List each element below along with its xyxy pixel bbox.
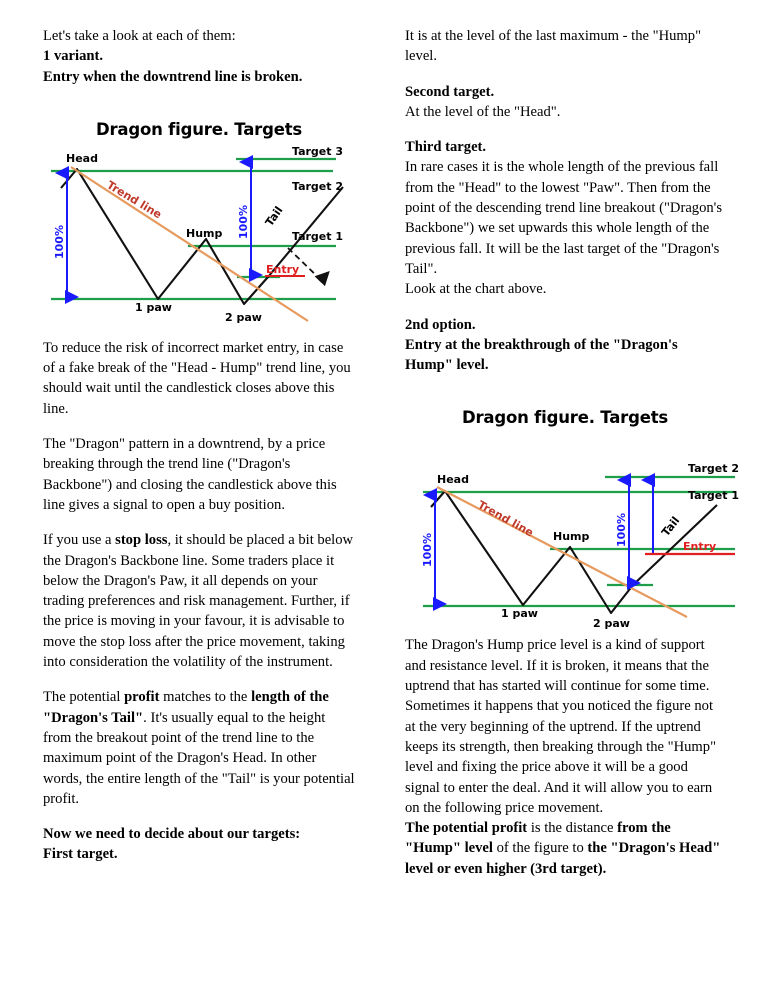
left-column [43,0,355,865]
figure1-label-target1: Target 1 [292,229,344,243]
figure2-label-target2: Target 2 [688,462,740,476]
third-target-heading: Third target. [405,139,487,156]
stoploss-bold: stop loss [115,532,168,549]
figure1-label-target2: Target 2 [292,179,344,193]
targets-line-2: First target. [43,846,118,863]
figure2-label-tail: Tail [659,514,683,540]
profit-text-3: . It's usually equal to the height from the breakout point of the trend line to the maximum point of the Dragon's Head. In other words, the entire length of the "Tail" is your potential profit. [43,709,355,807]
right-column [405,0,740,894]
figure1-label-hump: Hump [186,226,223,240]
left-paragraph-1: To reduce the risk of incorrect market entry, in case of a fake break of the "Head - Hump" trend line, you should wait until the candlestick closes above this line. [43,339,351,417]
closing-bold-paragraph [405,818,725,879]
intro-line-3: Entry when the downtrend line is broken. [43,68,303,85]
profit-text-2: matches to the [159,689,252,706]
figure2-label-target1: Target 1 [688,489,740,503]
profit-bold-2: length of the "Dragon's Tail" [43,689,329,726]
figure2-trend-line [437,487,687,617]
figure1-label-trendline: Trend line [104,178,164,222]
targets-line-1: Now we need to decide about our targets: [43,826,301,843]
stoploss-text-2: , it should be placed a bit below the Dragon's Backbone line. Some traders place it below the Dragon's Paw, it all depends on your trading preferences and risk management. Further, if the price is moving in your favour, it is advisable to move the stop loss after the price movement, taking into consideration the volatility of the instrument. [43,532,354,671]
closing-paragraph: The Dragon's Hump price level is a kind of support and resistance level. If it is broken, it means that the uptrend that has started will continue for some time. Sometimes it happens that you noticed the figure not at the very beginning of the uptrend. If the uptrend keeps its strength, then breaking through the "Hump" level and fixing the price above it will be a good signal to enter the deal. And it will allow you to earn on the following price movement. [405,637,717,816]
first-target-text: It is at the level of the last maximum - the "Hump" level. [405,28,702,65]
closing-bold-1: The potential profit [405,820,528,837]
figure2-label-entry: Entry [683,540,717,554]
left-paragraph-stoploss [43,530,355,672]
figure2-label-head: Head [437,473,469,487]
closing-bold-2: from the "Hump" level [405,820,671,857]
figure1-label-pct-left: 100% [53,224,66,259]
figure1-label-paw1: 1 paw [135,300,172,314]
figure1-dragon-chart [43,144,355,324]
closing-text-2: of the figure to [492,840,588,857]
profit-bold-1: profit [124,689,160,706]
figure2-label-paw1: 1 paw [501,607,538,621]
figure2-price-path [431,491,717,613]
second-target-text: At the level of the "Head". [405,103,561,120]
profit-text-1: The potential [43,689,125,706]
figure2-label-pct-left: 100% [421,533,434,568]
figure1-title: Dragon figure. Targets [95,119,303,139]
figure1-label-entry: Entry [266,262,300,276]
figure1-label-pct-right: 100% [237,204,250,239]
figure2-label-pct-right: 100% [615,513,628,548]
stoploss-text-1: If you use a [43,532,116,549]
second-option-text: Entry at the breakthrough of the "Dragon's Hump" level. [405,336,678,374]
figure2-label-hump: Hump [553,530,590,544]
closing-text-1: is the distance [527,820,618,837]
figure1-label-tail: Tail [262,203,286,229]
figure2-label-paw2: 2 paw [593,617,630,631]
figure1-label-paw2: 2 paw [225,310,262,324]
third-target-text: In rare cases it is the whole length of the previous fall from the "Head" to the lowest "Paw". Then from the point of the descending trend line breakout ("Dragon's Backbone") we set upwards this whole length of the previous fall. It will be the last target of the "Dragon's Tail". [405,159,722,277]
second-option-heading: 2nd option. [405,316,476,333]
second-target-heading: Second target. [405,83,495,100]
left-paragraph-profit [43,687,355,809]
figure2-title: Dragon figure. Targets [461,408,669,428]
figure1-label-head: Head [66,151,98,165]
closing-bold-3: the "Dragon's Head" level or even higher (3rd target). [405,840,721,877]
intro-line-1: Let's take a look at each of them: [43,28,236,44]
figure2-label-trendline: Trend line [475,498,536,540]
figure1-label-target3: Target 3 [292,144,344,158]
left-paragraph-2: The "Dragon" pattern in a downtrend, by a price breaking through the trend line ("Dragon's Backbone") and closing the candlestick above this line gives a signal to open a buy position. [43,436,337,513]
intro-line-2: 1 variant. [43,48,103,65]
figure2-dragon-chart [405,437,740,631]
third-target-text-2: Look at the chart above. [405,281,547,298]
